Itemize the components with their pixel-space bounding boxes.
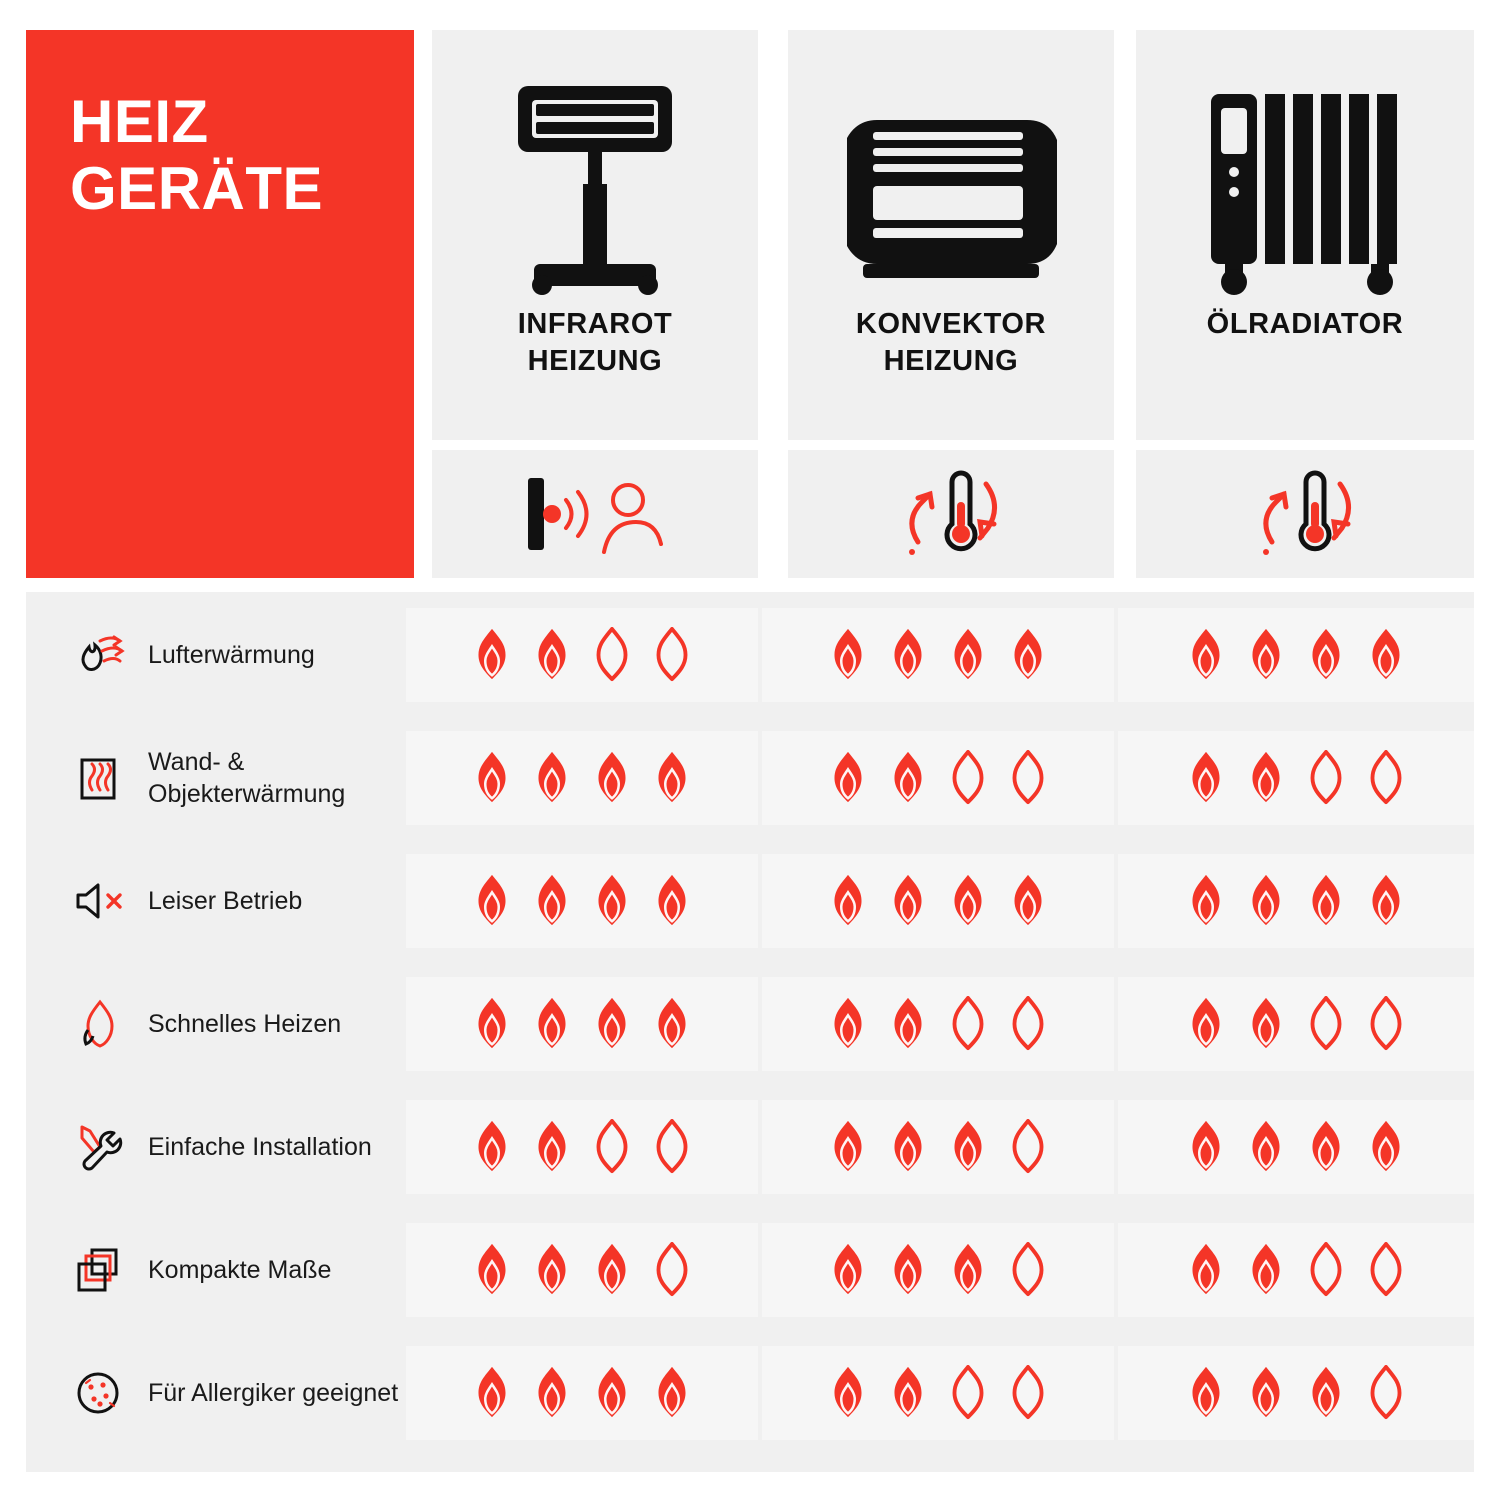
page-title bbox=[70, 88, 370, 222]
flame-filled-icon bbox=[649, 873, 695, 929]
flame-empty-icon bbox=[1005, 1242, 1051, 1298]
rating-cell bbox=[406, 1223, 758, 1317]
title-line-1: HEIZ bbox=[70, 88, 209, 155]
flame-filled-icon bbox=[589, 1242, 635, 1298]
rating-cell bbox=[1118, 1100, 1474, 1194]
rating-cell bbox=[406, 1100, 758, 1194]
flame-empty-icon bbox=[1303, 750, 1349, 806]
flame-filled-icon bbox=[469, 1242, 515, 1298]
flame-filled-icon bbox=[649, 1365, 695, 1421]
flame-empty-icon bbox=[649, 1242, 695, 1298]
criteria-label-text: Schnelles Heizen bbox=[148, 1009, 342, 1038]
flame-empty-icon bbox=[1005, 750, 1051, 806]
flame-filled-icon bbox=[589, 996, 635, 1052]
flame-filled-icon bbox=[945, 873, 991, 929]
flame-filled-icon bbox=[1243, 1365, 1289, 1421]
header-band bbox=[26, 30, 1474, 578]
column-title-oelradiator bbox=[1207, 306, 1404, 343]
flame-empty-icon bbox=[945, 996, 991, 1052]
column-header-konvektor bbox=[788, 30, 1114, 440]
flame-filled-icon bbox=[1363, 873, 1409, 929]
rating-cell bbox=[762, 1100, 1114, 1194]
table-row bbox=[26, 1092, 1474, 1202]
flame-empty-icon bbox=[649, 1119, 695, 1175]
flame-empty-icon bbox=[1363, 996, 1409, 1052]
flame-filled-icon bbox=[1183, 996, 1229, 1052]
flame-empty-icon bbox=[1005, 1365, 1051, 1421]
flame-filled-icon bbox=[825, 627, 871, 683]
flame-filled-icon bbox=[1303, 1119, 1349, 1175]
flame-empty-icon bbox=[1303, 1242, 1349, 1298]
table-row bbox=[26, 1215, 1474, 1325]
table-row bbox=[26, 600, 1474, 710]
column-title-konvektor bbox=[856, 306, 1046, 380]
flame-filled-icon bbox=[589, 1365, 635, 1421]
flame-filled-icon bbox=[1303, 1365, 1349, 1421]
rating-cell bbox=[406, 1346, 758, 1440]
flame-filled-icon bbox=[1303, 627, 1349, 683]
warm-air-flow-icon bbox=[70, 627, 126, 683]
rating-cell bbox=[762, 608, 1114, 702]
oil-radiator-icon bbox=[1175, 68, 1435, 298]
column-title-line1: INFRAROT bbox=[517, 308, 673, 340]
flame-filled-icon bbox=[1183, 873, 1229, 929]
flame-filled-icon bbox=[469, 873, 515, 929]
flame-filled-icon bbox=[1243, 627, 1289, 683]
rating-cell bbox=[1118, 1223, 1474, 1317]
column-infrarot bbox=[432, 30, 758, 578]
flame-filled-icon bbox=[825, 750, 871, 806]
flame-empty-icon bbox=[945, 750, 991, 806]
flame-filled-icon bbox=[589, 873, 635, 929]
column-title-infrarot bbox=[518, 306, 673, 380]
dust-particles-icon bbox=[70, 1365, 126, 1421]
column-title-line1: ÖLRADIATOR bbox=[1206, 308, 1404, 340]
flame-filled-icon bbox=[469, 1119, 515, 1175]
flame-filled-icon bbox=[885, 873, 931, 929]
criteria-label bbox=[70, 1215, 430, 1325]
title-card bbox=[26, 30, 414, 578]
flame-filled-icon bbox=[825, 873, 871, 929]
criteria-label bbox=[70, 1092, 430, 1202]
table-row bbox=[26, 1338, 1474, 1448]
flame-filled-icon bbox=[1183, 627, 1229, 683]
flame-filled-icon bbox=[649, 750, 695, 806]
wall-heat-waves-icon bbox=[70, 750, 126, 806]
flame-filled-icon bbox=[469, 627, 515, 683]
infrared-heater-icon bbox=[470, 68, 720, 298]
flame-filled-icon bbox=[1243, 873, 1289, 929]
flame-filled-icon bbox=[469, 996, 515, 1052]
flame-filled-icon bbox=[589, 750, 635, 806]
criteria-label-text: Für Allergiker geeignet bbox=[148, 1378, 399, 1407]
criteria-label bbox=[70, 846, 430, 956]
rating-cell bbox=[762, 1346, 1114, 1440]
criteria-label-text: Einfache Installation bbox=[148, 1132, 372, 1161]
column-title-line2: HEIZUNG bbox=[527, 345, 663, 378]
criteria-label-text: Lufterwärmung bbox=[148, 640, 315, 669]
flame-speed-icon bbox=[70, 996, 126, 1052]
criteria-label bbox=[70, 969, 430, 1079]
rating-cell bbox=[762, 977, 1114, 1071]
flame-filled-icon bbox=[649, 996, 695, 1052]
muted-speaker-icon bbox=[70, 873, 126, 929]
flame-filled-icon bbox=[469, 1365, 515, 1421]
flame-filled-icon bbox=[1005, 873, 1051, 929]
convector-heater-icon bbox=[811, 68, 1091, 298]
flame-filled-icon bbox=[945, 1119, 991, 1175]
flame-filled-icon bbox=[529, 750, 575, 806]
table-row bbox=[26, 846, 1474, 956]
rating-cell bbox=[406, 977, 758, 1071]
criteria-label bbox=[70, 723, 430, 833]
flame-filled-icon bbox=[529, 1242, 575, 1298]
flame-filled-icon bbox=[885, 750, 931, 806]
rating-cell bbox=[406, 731, 758, 825]
flame-filled-icon bbox=[1303, 873, 1349, 929]
criteria-label bbox=[70, 1338, 430, 1448]
rating-cell bbox=[762, 854, 1114, 948]
rating-cell bbox=[1118, 977, 1474, 1071]
criteria-label-text: Kompakte Maße bbox=[148, 1255, 332, 1284]
rating-cell bbox=[1118, 731, 1474, 825]
title-line-2: GERÄTE bbox=[70, 155, 324, 223]
flame-filled-icon bbox=[1183, 1365, 1229, 1421]
air-circulation-thermometer-icon bbox=[788, 450, 1114, 578]
rating-cell bbox=[1118, 1346, 1474, 1440]
rating-cell bbox=[406, 854, 758, 948]
comparison-table bbox=[26, 592, 1474, 1472]
flame-empty-icon bbox=[1363, 750, 1409, 806]
flame-filled-icon bbox=[1183, 1119, 1229, 1175]
column-konvektor bbox=[788, 30, 1114, 578]
flame-empty-icon bbox=[1303, 996, 1349, 1052]
flame-filled-icon bbox=[945, 1242, 991, 1298]
flame-filled-icon bbox=[1183, 750, 1229, 806]
flame-filled-icon bbox=[529, 1119, 575, 1175]
criteria-label bbox=[70, 600, 430, 710]
flame-filled-icon bbox=[885, 1242, 931, 1298]
criteria-label-text: Wand- & Objekterwärmung bbox=[148, 747, 346, 808]
flame-filled-icon bbox=[529, 996, 575, 1052]
wrench-screwdriver-icon bbox=[70, 1119, 126, 1175]
flame-filled-icon bbox=[1005, 627, 1051, 683]
flame-filled-icon bbox=[885, 1119, 931, 1175]
flame-empty-icon bbox=[1005, 996, 1051, 1052]
flame-filled-icon bbox=[825, 1119, 871, 1175]
flame-empty-icon bbox=[1005, 1119, 1051, 1175]
flame-filled-icon bbox=[1243, 996, 1289, 1052]
rating-cell bbox=[762, 731, 1114, 825]
flame-filled-icon bbox=[1243, 750, 1289, 806]
column-header-infrarot bbox=[432, 30, 758, 440]
flame-filled-icon bbox=[529, 1365, 575, 1421]
flame-filled-icon bbox=[1243, 1119, 1289, 1175]
flame-filled-icon bbox=[469, 750, 515, 806]
flame-empty-icon bbox=[1363, 1365, 1409, 1421]
column-header-oelradiator bbox=[1136, 30, 1474, 440]
flame-filled-icon bbox=[825, 1365, 871, 1421]
flame-filled-icon bbox=[885, 996, 931, 1052]
column-oelradiator bbox=[1136, 30, 1474, 578]
rating-cell bbox=[1118, 854, 1474, 948]
table-row bbox=[26, 723, 1474, 833]
air-circulation-thermometer-icon-2 bbox=[1136, 450, 1474, 578]
flame-empty-icon bbox=[945, 1365, 991, 1421]
flame-filled-icon bbox=[529, 873, 575, 929]
flame-filled-icon bbox=[825, 1242, 871, 1298]
flame-filled-icon bbox=[945, 627, 991, 683]
flame-filled-icon bbox=[1243, 1242, 1289, 1298]
flame-filled-icon bbox=[885, 1365, 931, 1421]
radiant-heat-person-icon bbox=[432, 450, 758, 578]
flame-filled-icon bbox=[1183, 1242, 1229, 1298]
flame-empty-icon bbox=[649, 627, 695, 683]
flame-filled-icon bbox=[825, 996, 871, 1052]
stacked-squares-icon bbox=[70, 1242, 126, 1298]
flame-filled-icon bbox=[1363, 627, 1409, 683]
criteria-label-text: Leiser Betrieb bbox=[148, 886, 303, 915]
flame-empty-icon bbox=[589, 1119, 635, 1175]
table-row bbox=[26, 969, 1474, 1079]
rating-cell bbox=[1118, 608, 1474, 702]
rating-cell bbox=[406, 608, 758, 702]
flame-filled-icon bbox=[529, 627, 575, 683]
flame-empty-icon bbox=[589, 627, 635, 683]
column-title-line2: HEIZUNG bbox=[883, 345, 1019, 378]
column-title-line1: KONVEKTOR bbox=[855, 308, 1047, 340]
flame-empty-icon bbox=[1363, 1242, 1409, 1298]
flame-filled-icon bbox=[1363, 1119, 1409, 1175]
flame-filled-icon bbox=[885, 627, 931, 683]
rating-cell bbox=[762, 1223, 1114, 1317]
